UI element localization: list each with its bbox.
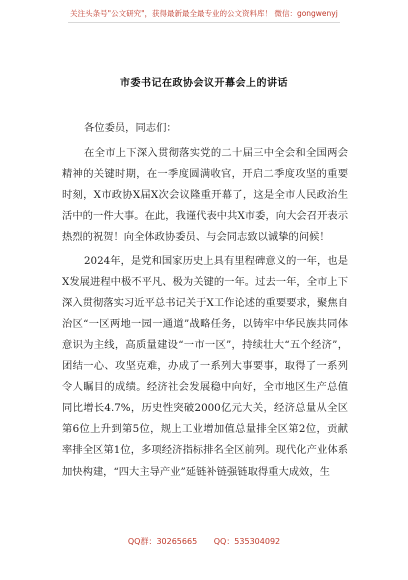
document-body <box>62 118 348 483</box>
salutation: 各位委员，同志们： <box>84 122 177 134</box>
header-notice: 关注头条号"公文研究"，获得最新最全最专业的公文资料库！ 微信：gongwenyj <box>70 9 338 18</box>
document-title: 市委书记在政协会议开幕会上的讲话 <box>120 78 288 89</box>
header-divider <box>68 22 340 23</box>
footer-qq: QQ：535304092 <box>213 537 281 546</box>
footer-qq-group: QQ群：30265665 <box>127 537 198 546</box>
paragraph: 2024年，是党和国家历史上具有里程碑意义的一年，也是X发展进程中极不平凡、极为关键的一年。过去一年，全市上下深入贯彻落实习近平总书记关于X工作论述的重要要求，聚焦自治区“一区两地一园一通道”战略任务，以铸牢中华民族共同体意识为主线，高质量建设“一市一区”，持续壮大“五个经济”，团结一心、攻坚克难，办成了一系列大事要事，取得了一系列令人瞩目的成绩。经济社会发展稳中向好，全市地区生产总值同比增长4.7%，历史性突破2000亿元大关，经济总量从全区第6位上升到第5位，规上工业增加值总量排全区第2位，贡献率排全区第1位，多项经济指标排名全区前列。现代化产业体系加快构建，“四大主导产业”延链补链强链取得重大成效，生 <box>62 254 348 478</box>
footer-contact <box>0 536 408 547</box>
paragraph: 在全市上下深入贯彻落实党的二十届三中全会和全国两会精神的关键时期，在一季度圆满收官，开启二季度攻坚的重要时刻，X市政协X届X次会议隆重开幕了，这是全市人民政治生活中的一件大事。在此，我谨代表中共X市委，向大会召开表示热烈的祝贺！向全体政协委员、与会同志致以诚挚的问候！ <box>62 147 348 244</box>
